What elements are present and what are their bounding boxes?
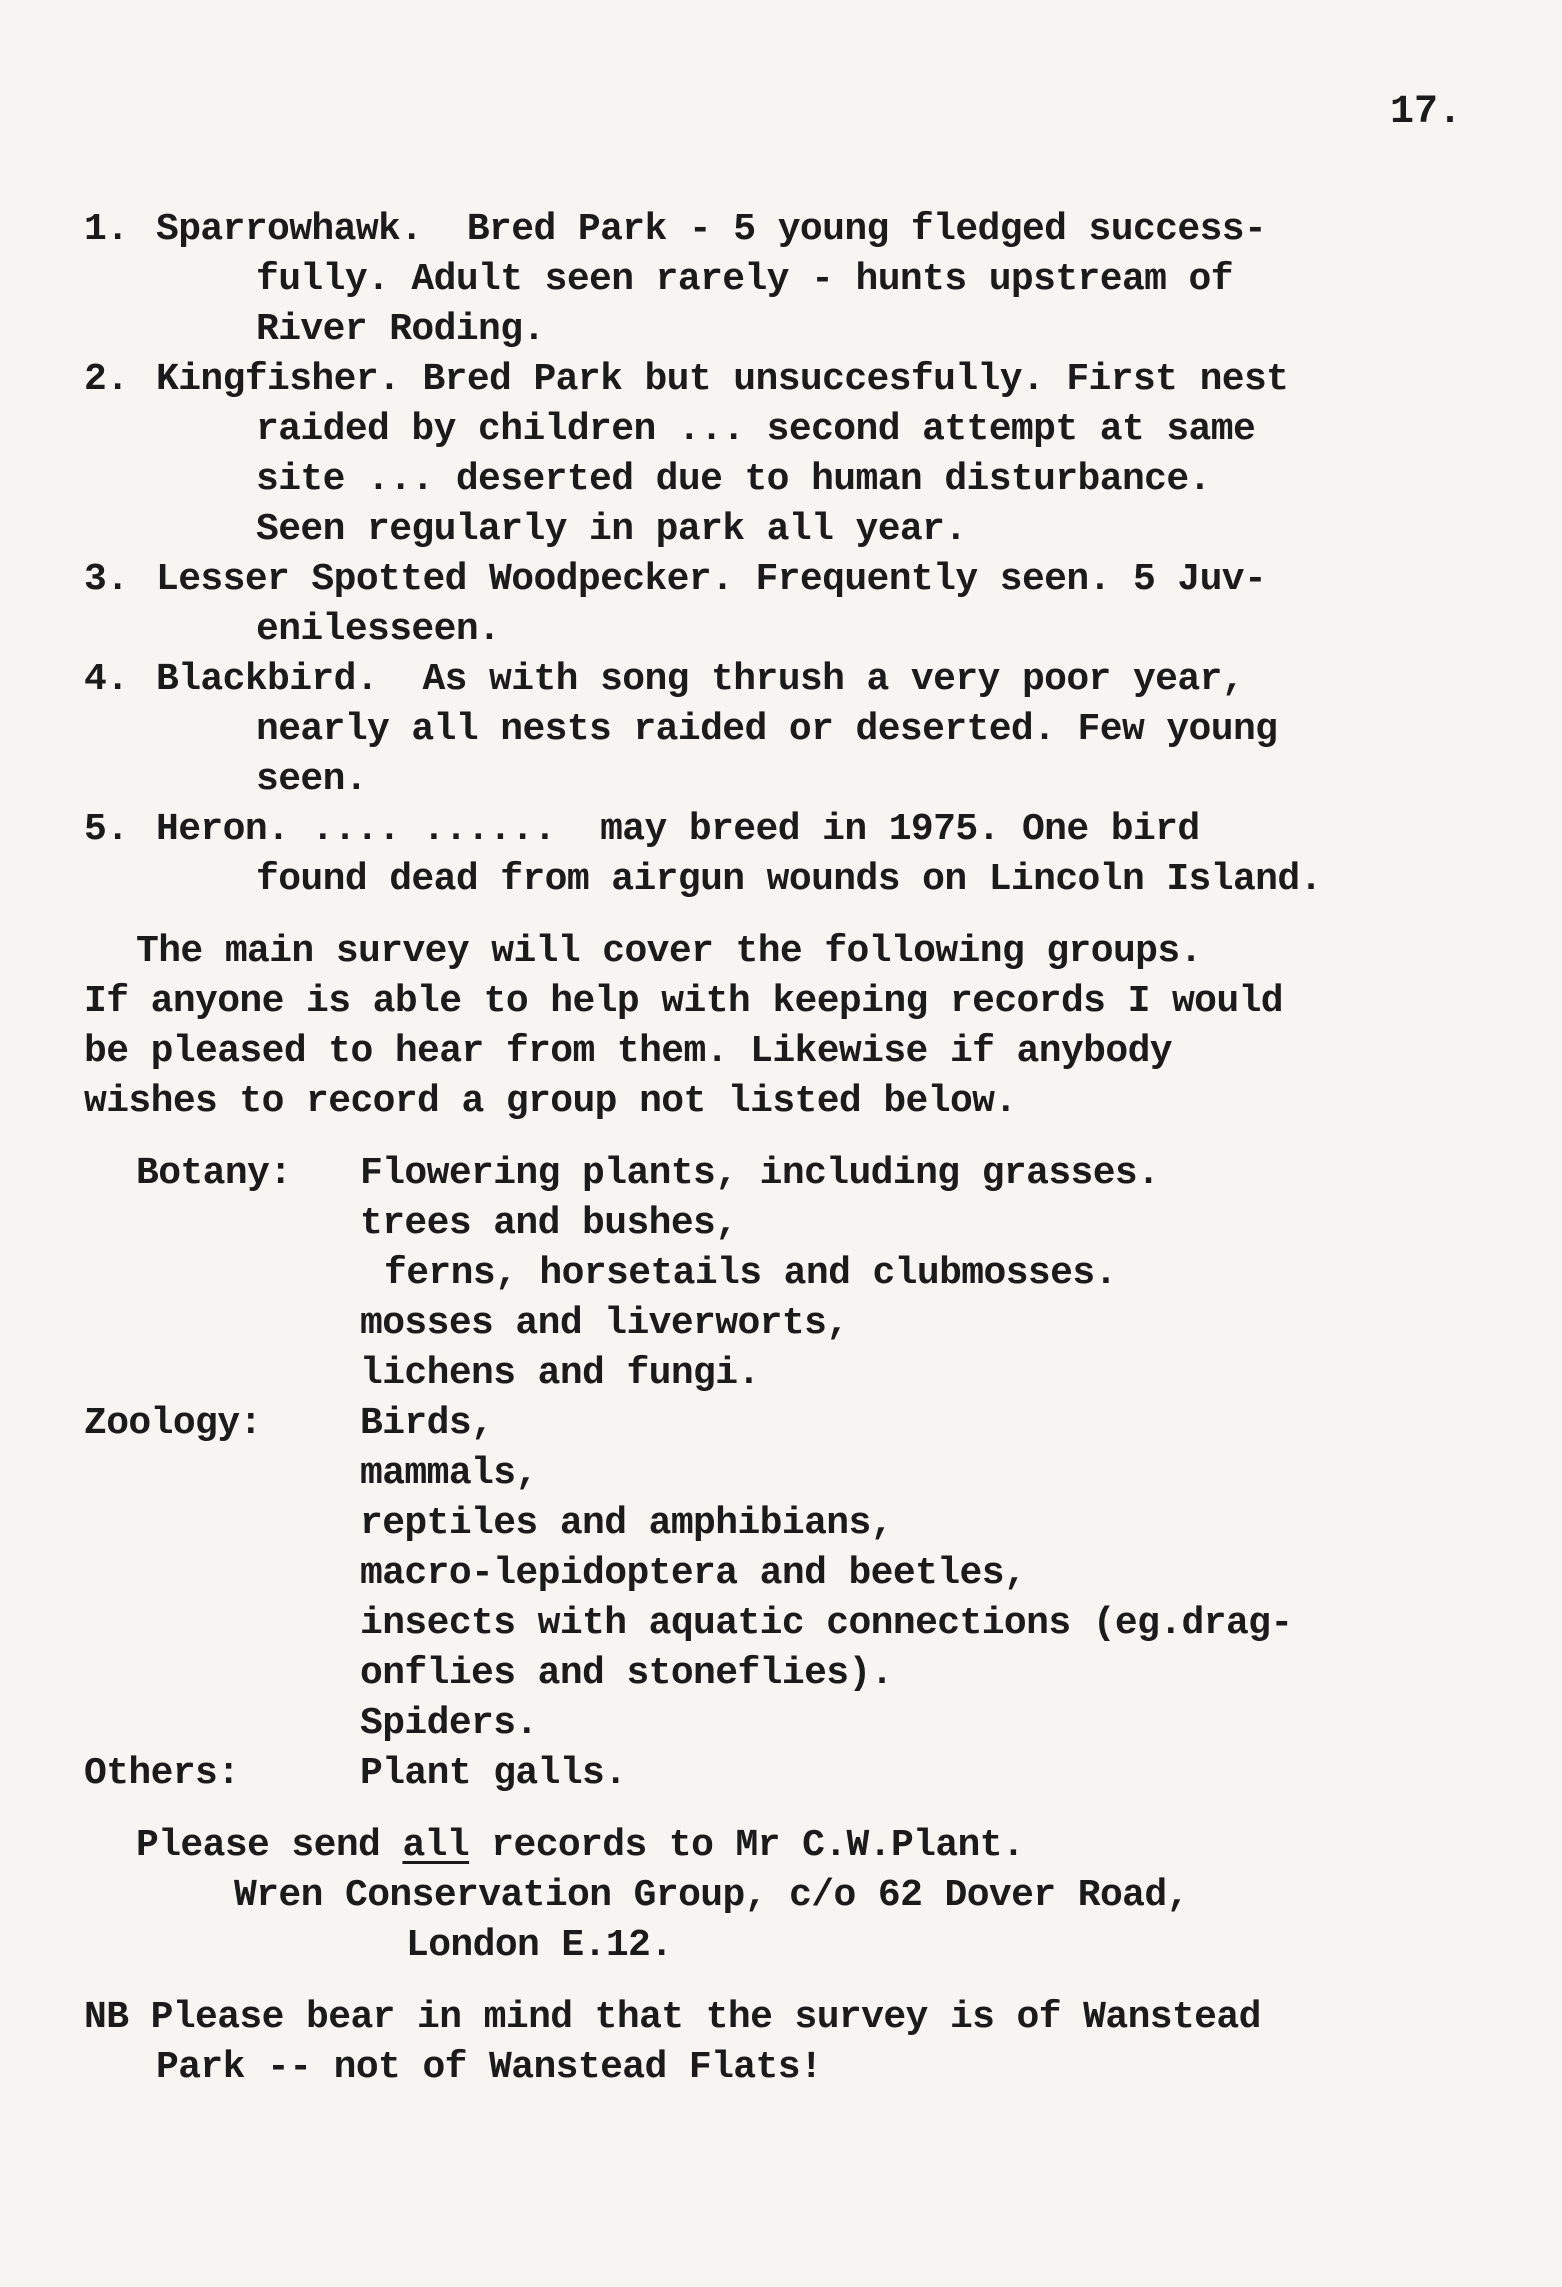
send-prefix: Please send [136, 1824, 403, 1867]
species-item-4 [84, 655, 1504, 805]
item-number: 3. [84, 558, 129, 601]
zoology-group [84, 1399, 1504, 1749]
address-line: Wren Conservation Group, c/o 62 Dover Road, [234, 1874, 1189, 1917]
others-group [84, 1749, 1504, 1799]
page-content [84, 205, 1504, 2093]
item-number: 2. [84, 358, 129, 401]
species-item-5 [84, 805, 1504, 905]
send-suffix: records to Mr C.W.Plant. [469, 1824, 1025, 1867]
send-line [84, 1821, 1504, 1871]
species-item-1 [84, 205, 1504, 355]
group-item: onflies and stoneflies). [360, 1652, 893, 1695]
group-item: trees and bushes, [360, 1202, 738, 1245]
item-number: 1. [84, 208, 129, 251]
item-line: Blackbird. As with song thrush a very poor year, [156, 658, 1244, 701]
item-line: Heron. .... ...... may breed in 1975. One bird [156, 808, 1200, 851]
group-item: Flowering plants, including grasses. [360, 1152, 1160, 1195]
botany-group [84, 1149, 1504, 1399]
item-line: found dead from airgun wounds on Lincoln Island. [256, 858, 1322, 901]
group-item: ferns, horsetails and clubmosses. [384, 1252, 1117, 1295]
group-label: Botany: [136, 1152, 292, 1195]
paragraph-line: wishes to record a group not listed below. [84, 1080, 1017, 1123]
send-records-note [84, 1821, 1504, 1971]
group-item: macro-lepidoptera and beetles, [360, 1552, 1027, 1595]
group-item: mammals, [360, 1452, 538, 1495]
species-list [84, 205, 1504, 905]
group-label: Others: [84, 1752, 240, 1795]
nb-line: Park -- not of Wanstead Flats! [156, 2046, 823, 2089]
underlined-word: all [402, 1824, 470, 1867]
item-line: Sparrowhawk. Bred Park - 5 young fledged success- [156, 208, 1267, 251]
item-line: Kingfisher. Bred Park but unsuccesfully. First nest [156, 358, 1289, 401]
group-item: Spiders. [360, 1702, 538, 1745]
item-number: 4. [84, 658, 129, 701]
group-item: insects with aquatic connections (eg.drag- [360, 1602, 1293, 1645]
species-item-3 [84, 555, 1504, 655]
paragraph-line: be pleased to hear from them. Likewise if anybody [84, 1030, 1172, 1073]
item-line: seen. [256, 758, 368, 801]
item-line: River Roding. [256, 308, 545, 351]
item-line: fully. Adult seen rarely - hunts upstream of [256, 258, 1233, 301]
group-label: Zoology: [84, 1402, 262, 1445]
item-line: site ... deserted due to human disturbance. [256, 458, 1211, 501]
nb-note [84, 1993, 1504, 2093]
paragraph-line: The main survey will cover the following groups. [136, 930, 1202, 973]
nb-line: NB Please bear in mind that the survey is of Wanstead [84, 1996, 1261, 2039]
item-line: nearly all nests raided or deserted. Few young [256, 708, 1278, 751]
group-item: mosses and liverworts, [360, 1302, 849, 1345]
group-item: lichens and fungi. [360, 1352, 760, 1395]
group-item: reptiles and amphibians, [360, 1502, 893, 1545]
group-item: Birds, [360, 1402, 494, 1445]
survey-paragraph [84, 927, 1504, 1127]
group-item: Plant galls. [360, 1752, 627, 1795]
item-line: Lesser Spotted Woodpecker. Frequently seen. 5 Juv- [156, 558, 1267, 601]
address-line: London E.12. [406, 1924, 673, 1967]
page-number: 17. [1390, 90, 1463, 135]
item-line: Seen regularly in park all year. [256, 508, 967, 551]
species-item-2 [84, 355, 1504, 555]
paragraph-line: If anyone is able to help with keeping records I would [84, 980, 1284, 1023]
item-line: raided by children ... second attempt at same [256, 408, 1256, 451]
survey-groups [84, 1149, 1504, 1799]
item-number: 5. [84, 808, 129, 851]
item-line: enilesseen. [256, 608, 501, 651]
